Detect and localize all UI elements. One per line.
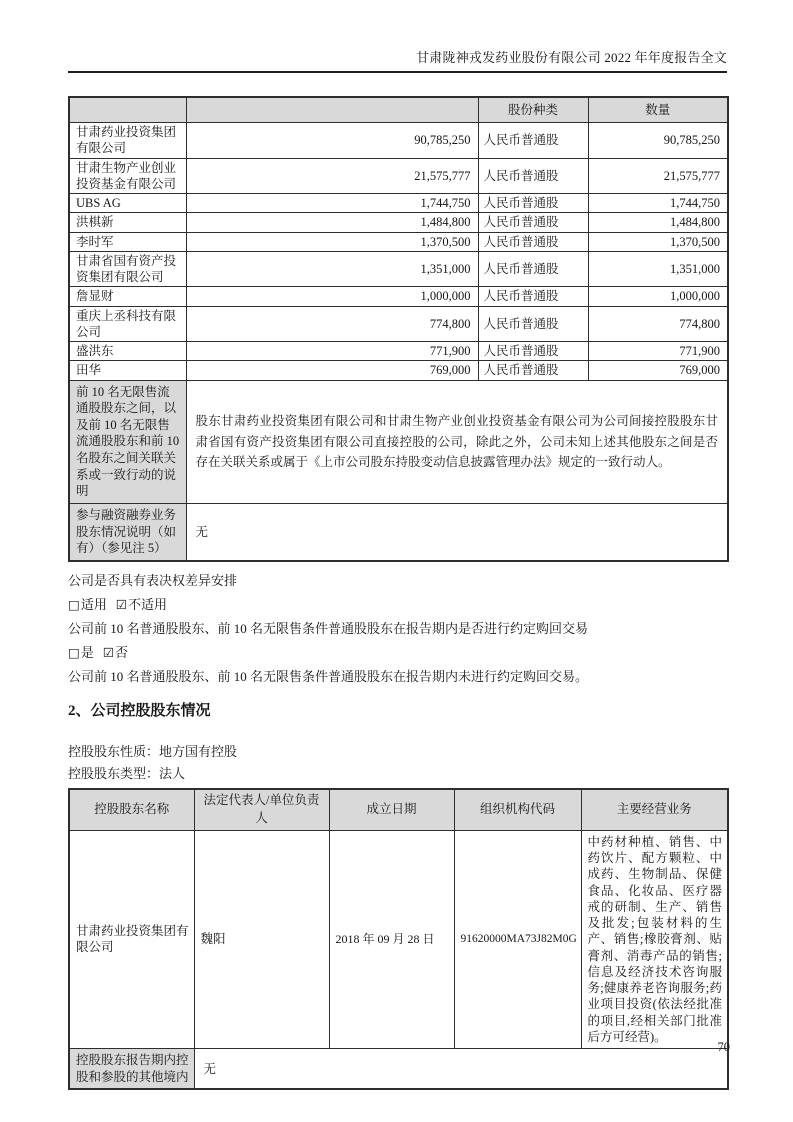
section-heading: 2、公司控股股东情况 bbox=[68, 702, 211, 719]
shareholder-share-type: 人民币普通股 bbox=[478, 287, 588, 306]
shareholder-share-type: 人民币普通股 bbox=[478, 306, 588, 342]
voting-rights-question: 公司是否具有表决权差异安排 bbox=[68, 572, 238, 588]
table-row bbox=[69, 194, 728, 213]
shareholder-share-type: 人民币普通股 bbox=[478, 232, 588, 251]
shareholder-value: 1,000,000 bbox=[186, 287, 478, 306]
org-code: 91620000MA73J82M0G bbox=[454, 830, 581, 1048]
relationship-note-label: 前 10 名无限售流通股股东之间，以及前 10 名无限售流通股股东和前 10 名股东之间关联关系或一致行动的说明 bbox=[69, 380, 186, 503]
shareholder-table bbox=[68, 96, 729, 562]
shareholder-share-type: 人民币普通股 bbox=[478, 194, 588, 213]
establishment-date: 2018 年 09 月 28 日 bbox=[329, 830, 454, 1048]
header-establishment-date: 成立日期 bbox=[329, 789, 454, 831]
table-row bbox=[69, 213, 728, 232]
shareholder-value: 1,370,500 bbox=[186, 232, 478, 251]
shareholder-share-type: 人民币普通股 bbox=[478, 361, 588, 380]
margin-trading-note-value: 无 bbox=[186, 503, 728, 560]
controlling-table-footer-row bbox=[69, 1049, 728, 1090]
page-number: 70 bbox=[717, 1040, 730, 1054]
checkbox-unchecked-icon: □ bbox=[68, 596, 80, 612]
voting-rights-answer bbox=[68, 596, 727, 613]
shareholder-quantity: 1,351,000 bbox=[588, 251, 728, 287]
header-quantity: 数量 bbox=[588, 97, 728, 123]
header-controlling-name: 控股股东名称 bbox=[69, 789, 194, 831]
option-yes-label: 是 bbox=[80, 644, 94, 660]
table-row bbox=[69, 342, 728, 361]
shareholder-name: 李时军 bbox=[69, 232, 186, 251]
shareholder-table-header-row bbox=[69, 97, 728, 123]
table-row bbox=[69, 123, 728, 159]
shareholder-value: 1,351,000 bbox=[186, 251, 478, 287]
controlling-table-header-row bbox=[69, 789, 728, 831]
margin-trading-note-row bbox=[69, 503, 728, 560]
shareholder-quantity: 769,000 bbox=[588, 361, 728, 380]
table-row bbox=[69, 306, 728, 342]
relationship-note-row bbox=[69, 380, 728, 503]
table-row bbox=[69, 287, 728, 306]
shareholder-quantity: 1,484,800 bbox=[588, 213, 728, 232]
shareholder-value: 21,575,777 bbox=[186, 158, 478, 194]
option-no-label: 否 bbox=[115, 644, 129, 660]
repurchase-answer bbox=[68, 644, 727, 661]
shareholder-name: 詹显财 bbox=[69, 287, 186, 306]
main-business: 中药材种植、销售、中药饮片、配方颗粒、中成药、生物制品、保健食品、化妆品、医疗器戒的研制、生产、销售及批发;包装材料的生产、销售;橡胶膏剂、贴膏剂、消毒产品的销售;信息及经济技术咨询服务;健康养老咨询服务;药业项目投资(依法经批准的项目,经相关部门批准后方可经营)。 bbox=[581, 830, 728, 1048]
shareholder-share-type: 人民币普通股 bbox=[478, 213, 588, 232]
shareholder-name: 甘肃生物产业创业投资基金有限公司 bbox=[69, 158, 186, 194]
shareholder-quantity: 1,000,000 bbox=[588, 287, 728, 306]
shareholder-name: UBS AG bbox=[69, 194, 186, 213]
shareholder-name: 重庆上丞科技有限公司 bbox=[69, 306, 186, 342]
controlling-name: 甘肃药业投资集团有限公司 bbox=[69, 830, 194, 1048]
shareholder-share-type: 人民币普通股 bbox=[478, 158, 588, 194]
controlling-shareholder-nature: 控股股东性质：地方国有控股 bbox=[68, 743, 238, 759]
shareholder-name: 甘肃省国有资产投资集团有限公司 bbox=[69, 251, 186, 287]
header-org-code: 组织机构代码 bbox=[454, 789, 581, 831]
header-share-type: 股份种类 bbox=[478, 97, 588, 123]
repurchase-note: 公司前 10 名普通股股东、前 10 名无限售条件普通股股东在报告期内未进行约定购回交易。 bbox=[68, 668, 589, 684]
other-holdings-label: 控股股东报告期内控股和参股的其他境内 bbox=[69, 1049, 194, 1090]
header-main-business: 主要经营业务 bbox=[581, 789, 728, 831]
page-header bbox=[68, 0, 727, 73]
option-not-applicable-label: 不适用 bbox=[128, 596, 168, 612]
controlling-shareholder-type: 控股股东类型：法人 bbox=[68, 765, 186, 781]
margin-trading-note-label: 参与融资融券业务股东情况说明（如有）（参见注 5） bbox=[69, 503, 186, 560]
table-row bbox=[69, 158, 728, 194]
shareholder-value: 1,484,800 bbox=[186, 213, 478, 232]
controlling-shareholder-row bbox=[69, 830, 728, 1048]
checkbox-checked-icon: ☑ bbox=[102, 644, 115, 660]
shareholder-quantity: 1,370,500 bbox=[588, 232, 728, 251]
shareholder-quantity: 1,744,750 bbox=[588, 194, 728, 213]
shareholder-name: 洪棋新 bbox=[69, 213, 186, 232]
shareholder-value: 774,800 bbox=[186, 306, 478, 342]
shareholder-value: 771,900 bbox=[186, 342, 478, 361]
shareholder-share-type: 人民币普通股 bbox=[478, 342, 588, 361]
other-holdings-value: 无 bbox=[194, 1049, 728, 1090]
shareholder-quantity: 771,900 bbox=[588, 342, 728, 361]
shareholder-quantity: 21,575,777 bbox=[588, 158, 728, 194]
shareholder-share-type: 人民币普通股 bbox=[478, 251, 588, 287]
shareholder-quantity: 90,785,250 bbox=[588, 123, 728, 159]
shareholder-name: 盛洪东 bbox=[69, 342, 186, 361]
header-empty-2 bbox=[186, 97, 478, 123]
relationship-note-text: 股东甘肃药业投资集团有限公司和甘肃生物产业创业投资基金有限公司为公司间接控股股东甘肃省国有资产投资集团有限公司直接控股的公司，除此之外，公司未知上述其他股东之间是否存在关联关系或属于《上市公司股东持股变动信息披露管理办法》规定的一致行动人。 bbox=[186, 380, 728, 503]
header-legal-representative: 法定代表人/单位负责人 bbox=[194, 789, 329, 831]
shareholder-value: 1,744,750 bbox=[186, 194, 478, 213]
repurchase-question: 公司前 10 名普通股股东、前 10 名无限售条件普通股股东在报告期内是否进行约定购回交易 bbox=[68, 620, 589, 636]
report-title: 甘肃陇神戎发药业股份有限公司 2022 年年度报告全文 bbox=[68, 50, 727, 73]
legal-representative: 魏阳 bbox=[194, 830, 329, 1048]
checkbox-checked-icon: ☑ bbox=[115, 596, 128, 612]
header-empty-1 bbox=[69, 97, 186, 123]
shareholder-name: 田华 bbox=[69, 361, 186, 380]
table-row bbox=[69, 251, 728, 287]
shareholder-value: 769,000 bbox=[186, 361, 478, 380]
controlling-shareholder-table bbox=[68, 788, 729, 1091]
shareholder-name: 甘肃药业投资集团有限公司 bbox=[69, 123, 186, 159]
shareholder-quantity: 774,800 bbox=[588, 306, 728, 342]
page-content bbox=[68, 0, 727, 1090]
shareholder-value: 90,785,250 bbox=[186, 123, 478, 159]
shareholder-share-type: 人民币普通股 bbox=[478, 123, 588, 159]
table-row bbox=[69, 232, 728, 251]
checkbox-unchecked-icon: □ bbox=[68, 644, 80, 660]
table-row bbox=[69, 361, 728, 380]
option-applicable-label: 适用 bbox=[80, 596, 107, 612]
